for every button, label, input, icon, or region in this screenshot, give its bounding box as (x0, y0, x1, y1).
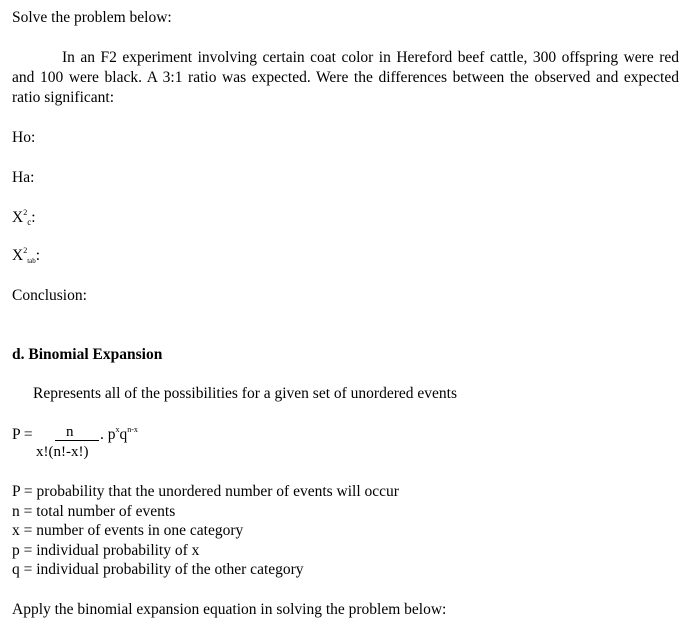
formula-q-exponent: n-x (127, 425, 138, 434)
chi-tab-suffix: : (35, 247, 41, 264)
fraction-bar (55, 440, 99, 441)
definition-p: p = individual probability of x (12, 541, 200, 559)
chi-tab-subscript: tab (27, 257, 36, 265)
ho-label: Ho: (12, 129, 36, 146)
conclusion-label: Conclusion: (12, 287, 87, 304)
chi-tab-superscript: 2 (23, 246, 28, 255)
closing-instruction: Apply the binomial expansion equation in solving the problem below: (12, 601, 447, 618)
chi-calc-suffix: : (31, 209, 36, 226)
formula-p: p (107, 426, 116, 443)
section-description: Represents all of the possibilities for a given set of unordered events (33, 385, 457, 402)
chi-calc-base: X (12, 209, 24, 226)
formula-lhs: P = (12, 426, 33, 443)
formula-terms (100, 425, 138, 446)
instruction-text: Solve the problem below: (12, 9, 172, 26)
section-heading: d. Binomial Expansion (12, 346, 163, 363)
definition-q: q = individual probability of the other category (12, 561, 304, 579)
definition-P: P = probability that the unordered number of events will occur (12, 483, 399, 500)
chi-calc-superscript: 2 (23, 208, 28, 217)
chi-square-tabular-label (12, 246, 40, 268)
definition-n: n = total number of events (12, 502, 176, 520)
chi-tab-base: X (12, 247, 24, 264)
problem-statement: In an F2 experiment involving certain coat color in Hereford beef cattle, 300 offspring were red and 100 were black. A 3:1 ratio was expected. Were the differences between the observed and expected ratio significant: (12, 49, 679, 106)
formula-q: q (119, 426, 128, 443)
chi-calc-subscript: c (27, 217, 32, 227)
formula-p-exponent: x (115, 425, 120, 434)
definition-x: x = number of events in one category (12, 522, 244, 540)
ha-label: Ha: (12, 169, 35, 186)
definitions-list (12, 482, 399, 580)
formula-dot: . (100, 426, 104, 443)
formula-denominator: x!(n!-x!) (36, 444, 89, 460)
chi-square-calculated-label (12, 208, 36, 229)
formula-numerator: n (66, 424, 74, 440)
